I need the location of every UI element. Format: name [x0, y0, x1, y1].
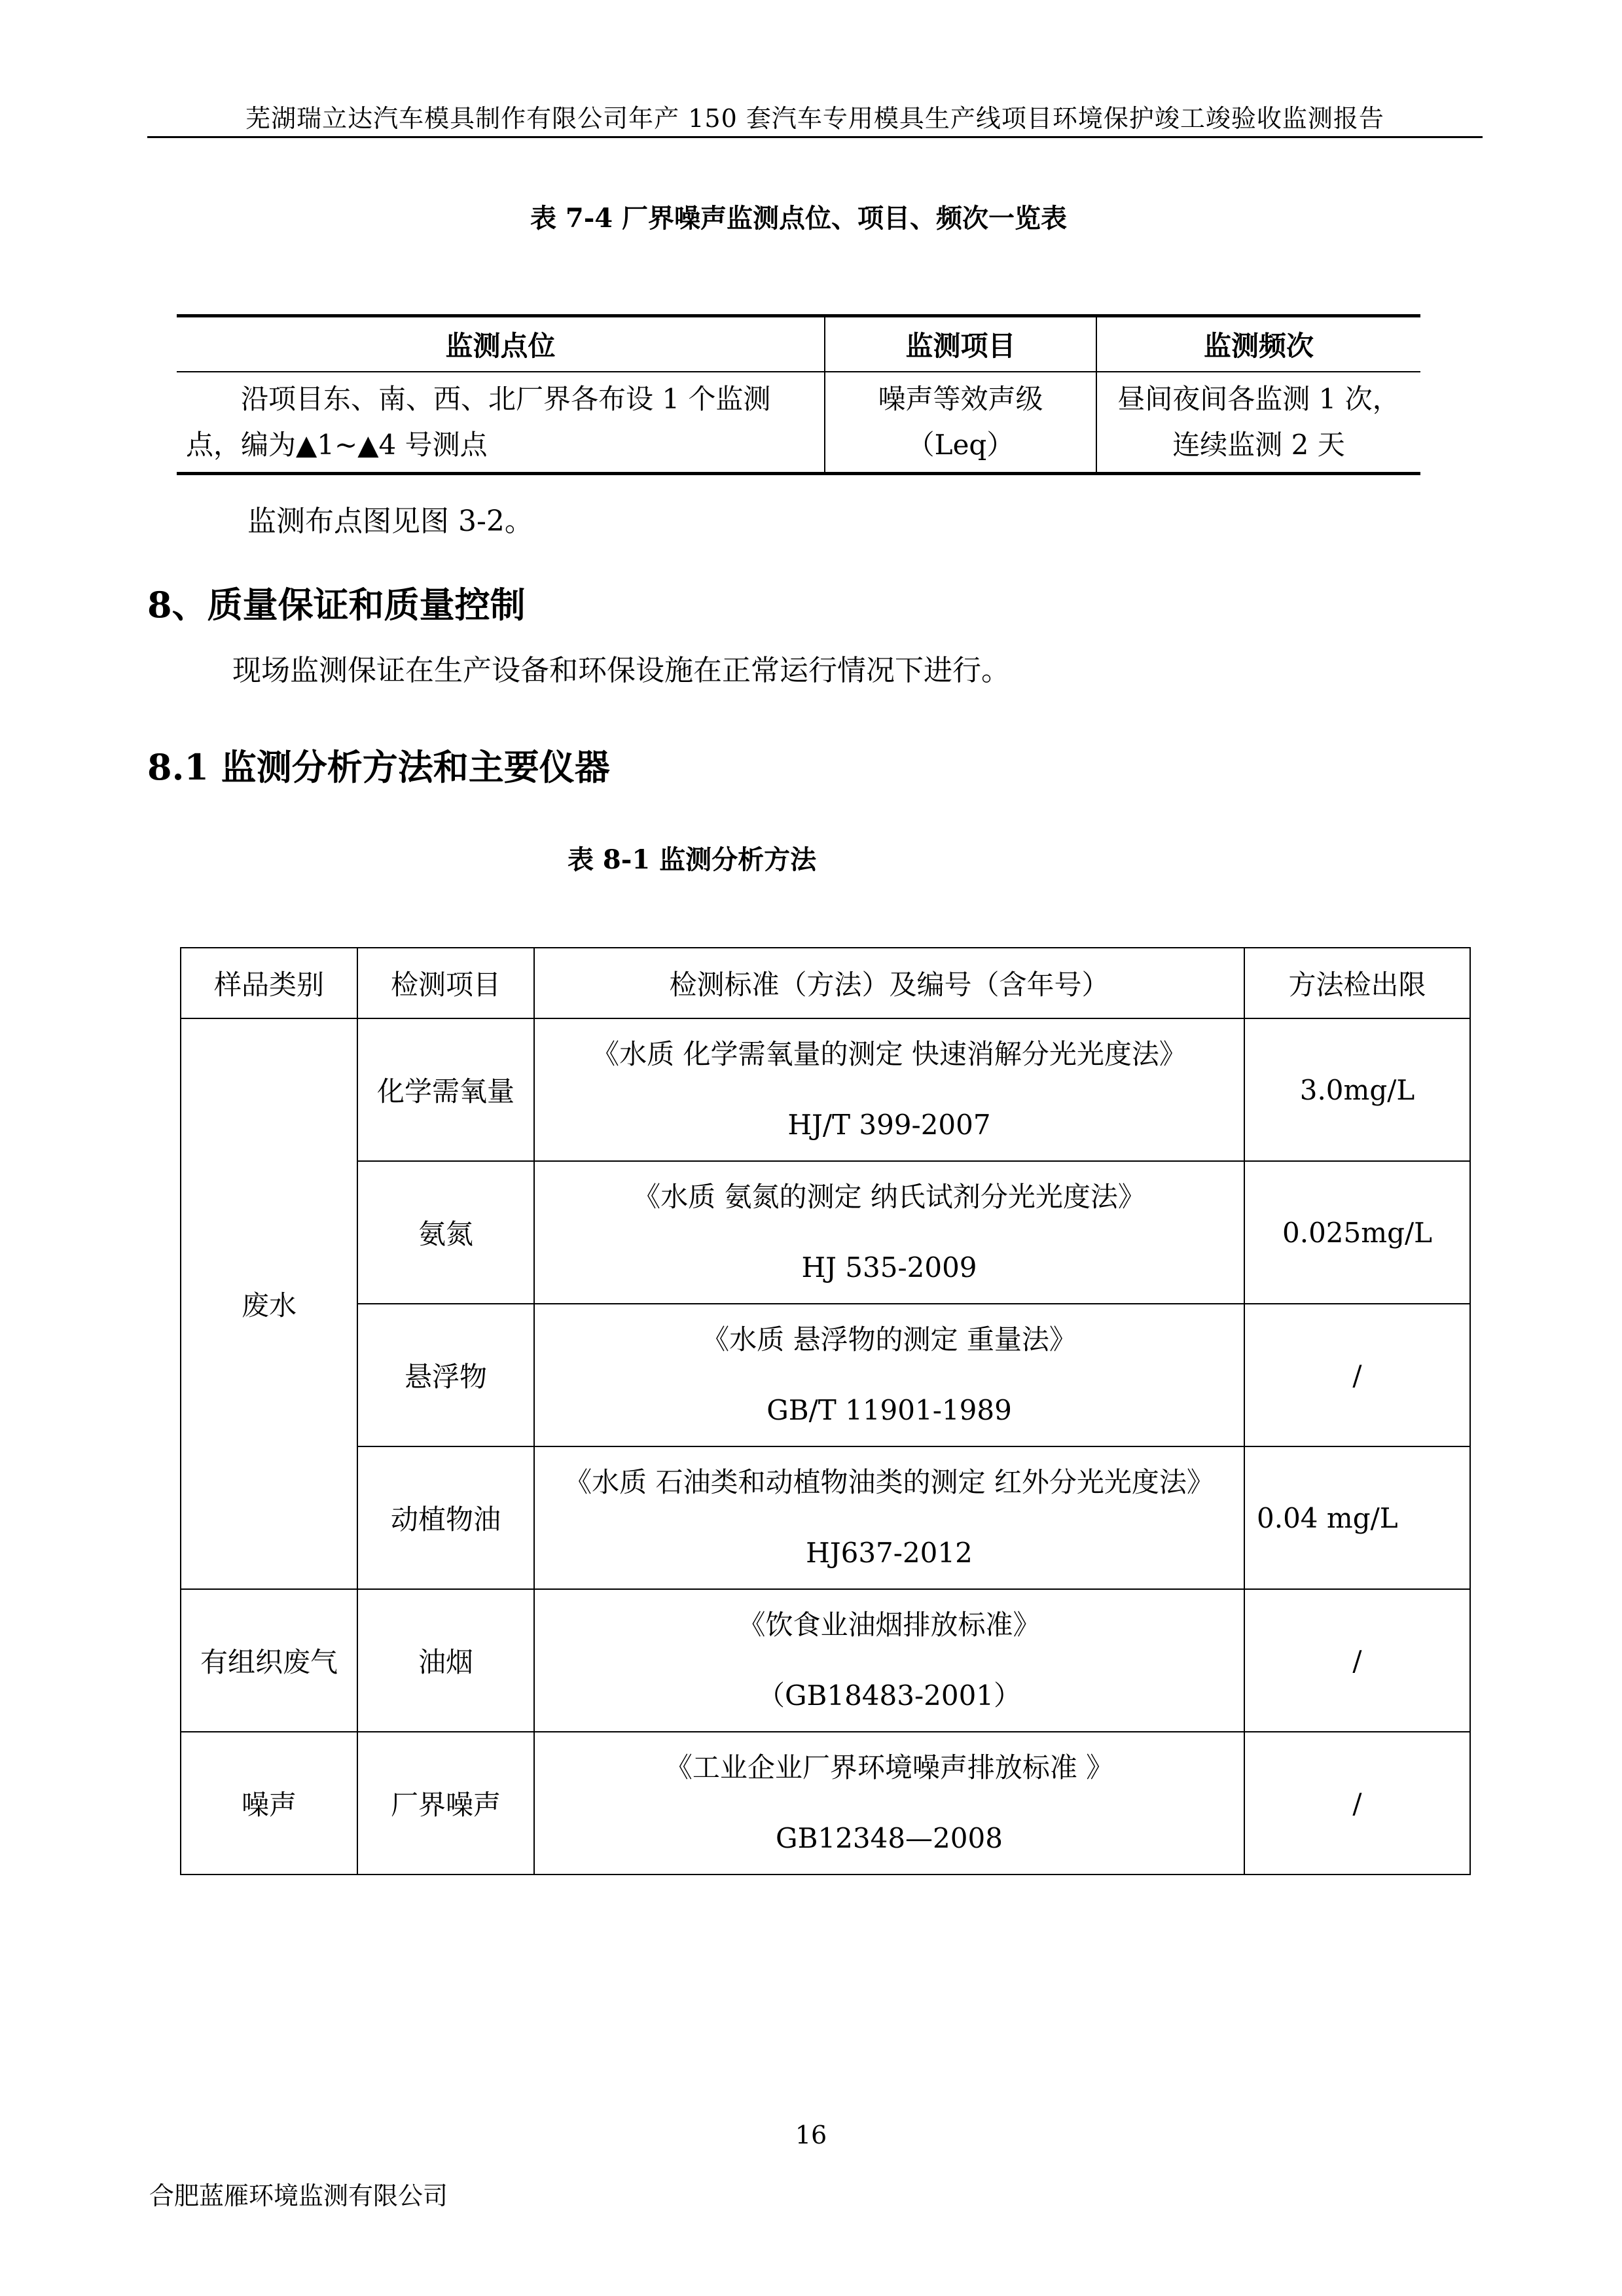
figure-note: 监测布点图见图 3-2。 [247, 505, 533, 538]
table-header-row [181, 948, 1470, 1018]
header-rule [147, 136, 1483, 138]
detection-limit-cell: 0.025mg/L [1244, 1161, 1470, 1304]
table-header-cell: 样品类别 [181, 948, 357, 1018]
table-header-cell: 监测频次 [1096, 316, 1420, 372]
standard-code: （GB18483-2001） [757, 1679, 1022, 1712]
standard-cell [534, 1589, 1244, 1732]
standard-code: HJ 535-2009 [801, 1251, 977, 1283]
section-8-text: 现场监测保证在生产设备和环保设施在正常运行情况下进行。 [232, 654, 1010, 687]
standard-name: 《工业企业厂界环境噪声排放标准 》 [664, 1751, 1114, 1784]
detection-limit-cell: 0.04 mg/L [1244, 1446, 1470, 1589]
monitoring-item-cell [825, 372, 1096, 474]
monitoring-frequency-cell [1096, 372, 1420, 474]
standard-name: 《水质 化学需氧量的测定 快速消解分光光度法》 [592, 1038, 1187, 1070]
standard-code: HJ/T 399-2007 [787, 1109, 991, 1141]
table-row [177, 372, 1420, 474]
item-cell: 动植物油 [357, 1446, 534, 1589]
detection-limit-cell: 3.0mg/L [1244, 1018, 1470, 1161]
table-header-cell: 检测项目 [357, 948, 534, 1018]
detection-limit-cell: / [1244, 1304, 1470, 1446]
page-number: 16 [795, 2121, 827, 2149]
item-cell: 氨氮 [357, 1161, 534, 1304]
table-header-cell: 方法检出限 [1244, 948, 1470, 1018]
standard-code: HJ637-2012 [806, 1537, 973, 1569]
detection-limit-cell: / [1244, 1732, 1470, 1874]
monitoring-point-cell: 沿项目东、南、西、北厂界各布设 1 个监测点，编为▲1~▲4 号测点 [186, 383, 771, 461]
table-row [181, 1161, 1470, 1304]
item-cell: 油烟 [357, 1589, 534, 1732]
item-line: （Leq） [907, 429, 1015, 461]
standard-name: 《水质 氨氮的测定 纳氏试剂分光光度法》 [633, 1181, 1145, 1213]
header-title: 芜湖瑞立达汽车模具制作有限公司年产 150 套汽车专用模具生产线项目环境保护竣工竣验收监测报告 [245, 104, 1384, 133]
detection-limit-cell: / [1244, 1589, 1470, 1732]
table-row [181, 1446, 1470, 1589]
item-cell: 悬浮物 [357, 1304, 534, 1446]
section-8-1-heading: 8.1 监测分析方法和主要仪器 [147, 746, 610, 788]
standard-name: 《水质 悬浮物的测定 重量法》 [702, 1323, 1077, 1355]
standard-name: 《饮食业油烟排放标准》 [738, 1609, 1041, 1641]
table-row [181, 1018, 1470, 1161]
standard-cell [534, 1732, 1244, 1874]
table-row [181, 1589, 1470, 1732]
table-7-4-caption: 表 7-4 厂界噪声监测点位、项目、频次一览表 [530, 203, 1068, 234]
item-cell: 厂界噪声 [357, 1732, 534, 1874]
standard-cell [534, 1018, 1244, 1161]
table-header-cell: 监测点位 [177, 316, 825, 372]
standard-name: 《水质 石油类和动植物油类的测定 红外分光光度法》 [564, 1466, 1214, 1498]
category-cell: 噪声 [181, 1732, 357, 1874]
category-cell: 废水 [181, 1018, 357, 1589]
item-cell: 化学需氧量 [357, 1018, 534, 1161]
standard-code: GB12348—2008 [776, 1822, 1003, 1854]
section-8-heading: 8、质量保证和质量控制 [147, 584, 526, 626]
standard-cell [534, 1446, 1244, 1589]
item-line: 噪声等效声级 [878, 383, 1043, 415]
table-8-1 [180, 947, 1471, 1875]
footer-company: 合肥蓝雁环境监测有限公司 [149, 2181, 448, 2210]
table-header-cell: 检测标准（方法）及编号（含年号） [534, 948, 1244, 1018]
standard-cell [534, 1161, 1244, 1304]
frequency-line: 连续监测 2 天 [1172, 429, 1345, 461]
standard-code: GB/T 11901-1989 [766, 1394, 1012, 1426]
table-header-cell: 监测项目 [825, 316, 1096, 372]
table-header-row [177, 316, 1420, 372]
category-cell: 有组织废气 [181, 1589, 357, 1732]
table-7-4 [177, 314, 1420, 475]
table-8-1-caption: 表 8-1 监测分析方法 [568, 844, 817, 875]
table-row [181, 1732, 1470, 1874]
standard-cell [534, 1304, 1244, 1446]
frequency-line: 昼间夜间各监测 1 次， [1117, 383, 1400, 415]
table-row [181, 1304, 1470, 1446]
